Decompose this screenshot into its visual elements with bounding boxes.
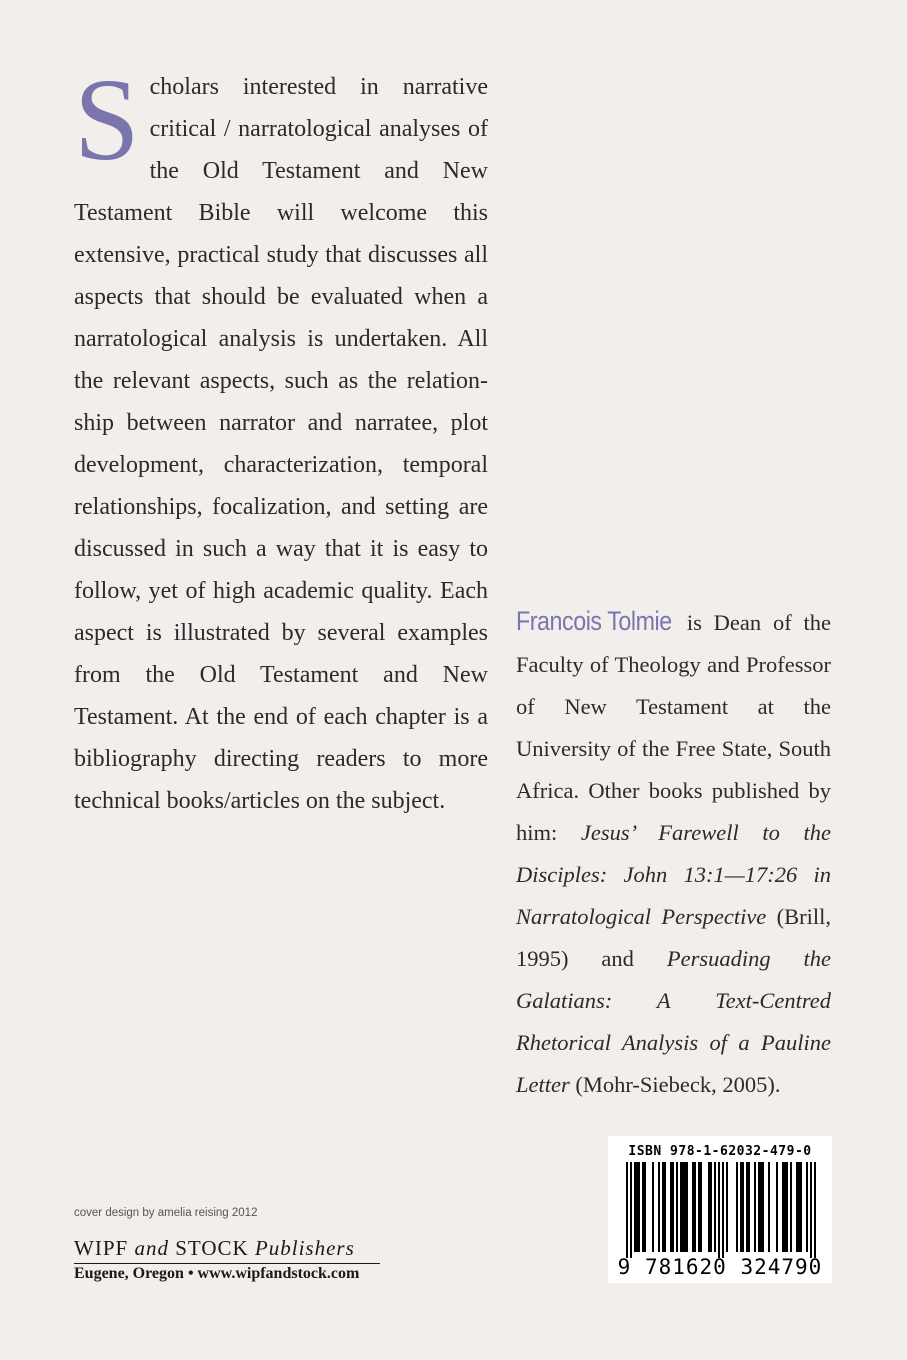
drop-cap: S <box>74 54 140 185</box>
barcode-bar <box>694 1162 696 1252</box>
barcode-bar <box>708 1162 710 1252</box>
barcode-bar <box>726 1162 728 1252</box>
barcode-bar <box>798 1162 800 1252</box>
barcode-bar <box>662 1162 664 1252</box>
barcode-bar <box>742 1162 744 1252</box>
barcode-bar <box>806 1162 808 1252</box>
publisher-name-part: WIPF <box>74 1236 135 1260</box>
book-title-1: Jesus’ Farewell to the Disciples: John 13:1—17:26 in Narratological Perspective <box>516 820 831 929</box>
barcode-bar <box>722 1162 724 1258</box>
barcode-bar <box>762 1162 764 1252</box>
barcode-bar <box>698 1162 700 1252</box>
barcode-bar <box>686 1162 688 1252</box>
barcode-bar <box>636 1162 638 1252</box>
barcode-bar <box>760 1162 762 1252</box>
barcode-bars <box>608 1162 832 1258</box>
publisher-name-part: Publishers <box>254 1236 355 1260</box>
barcode-bar <box>670 1162 672 1252</box>
barcode-bar <box>800 1162 802 1252</box>
barcode-bar <box>784 1162 786 1252</box>
barcode-bar <box>814 1162 816 1258</box>
barcode-bar <box>746 1162 748 1252</box>
description-blurb <box>74 54 488 822</box>
barcode-bar <box>758 1162 760 1252</box>
barcode-bar <box>710 1162 712 1252</box>
publisher-website: www.wipfandstock.com <box>197 1265 360 1282</box>
author-name: Francois Tolmie <box>516 606 672 636</box>
barcode-bar <box>642 1162 644 1252</box>
barcode-bar <box>748 1162 750 1252</box>
barcode-bar <box>634 1162 636 1252</box>
barcode-bar <box>796 1162 798 1252</box>
barcode-bar <box>664 1162 666 1252</box>
publisher-name <box>74 1236 380 1264</box>
barcode-bar <box>754 1162 756 1252</box>
publisher-name-part: STOCK <box>168 1236 255 1260</box>
blurb-text: cholars interested in narrative critical / narratological analyses of the Old Testament and New Testament Bible will welcome this extensive, practical study that discusses all aspects that should be evaluated when a narratological analysis is undertaken. All the relevant aspects, such as the relationship between narrator and narratee, plot development, characterization, temporal relationships, focalization, and setting are discussed in such a way that it is easy to follow, yet of high academic quality. Each aspect is illustrated by several examples from the Old Testament and New Testament. At the end of each chapter is a bibliography directing readers to more technical books/articles on the subject. <box>74 74 488 814</box>
barcode-bar <box>718 1162 720 1258</box>
barcode-bar <box>672 1162 674 1252</box>
author-bio <box>516 600 831 1106</box>
publisher-location: Eugene, Oregon <box>74 1265 184 1282</box>
barcode-bar <box>810 1162 812 1258</box>
isbn-label: ISBN 978-1-62032-479-0 <box>628 1144 812 1159</box>
publisher-info <box>74 1265 359 1283</box>
barcode-bar <box>740 1162 742 1252</box>
barcode-bar <box>644 1162 646 1252</box>
barcode-bar <box>782 1162 784 1252</box>
cover-design-credit: cover design by amelia reising 2012 <box>74 1207 258 1219</box>
bio-text-2: (Brill, 1995) and <box>516 904 832 971</box>
bio-text-1: is Dean of the Faculty of Theology and Professor of New Testament at the University of the Free State, South Africa. Other books published by him: <box>516 610 831 845</box>
barcode-digits: 9 781620 324790 <box>617 1255 823 1279</box>
barcode-bar <box>676 1162 678 1252</box>
barcode-bar <box>790 1162 792 1252</box>
barcode-bar <box>776 1162 778 1252</box>
barcode-bar <box>736 1162 738 1252</box>
barcode-bar <box>786 1162 788 1252</box>
barcode-bar <box>626 1162 628 1258</box>
book-title-2: Persuading the Galatians: A Text-Centred Rhetorical Analysis of a Pauline Letter <box>516 946 832 1097</box>
barcode-bar <box>684 1162 686 1252</box>
barcode-bar <box>630 1162 632 1258</box>
barcode-bar <box>700 1162 702 1252</box>
publisher-name-part: and <box>134 1236 169 1260</box>
barcode-bar <box>768 1162 770 1252</box>
barcode-bar <box>692 1162 694 1252</box>
barcode-bar <box>638 1162 640 1252</box>
barcode-bar <box>652 1162 654 1252</box>
bio-text-3: (Mohr-Siebeck, 2005). <box>569 1072 781 1097</box>
barcode-bar <box>680 1162 682 1252</box>
barcode-bar <box>714 1162 716 1252</box>
barcode-bar <box>658 1162 660 1252</box>
bullet-separator: • <box>187 1265 194 1282</box>
isbn-barcode <box>608 1136 832 1283</box>
barcode-bar <box>682 1162 684 1252</box>
